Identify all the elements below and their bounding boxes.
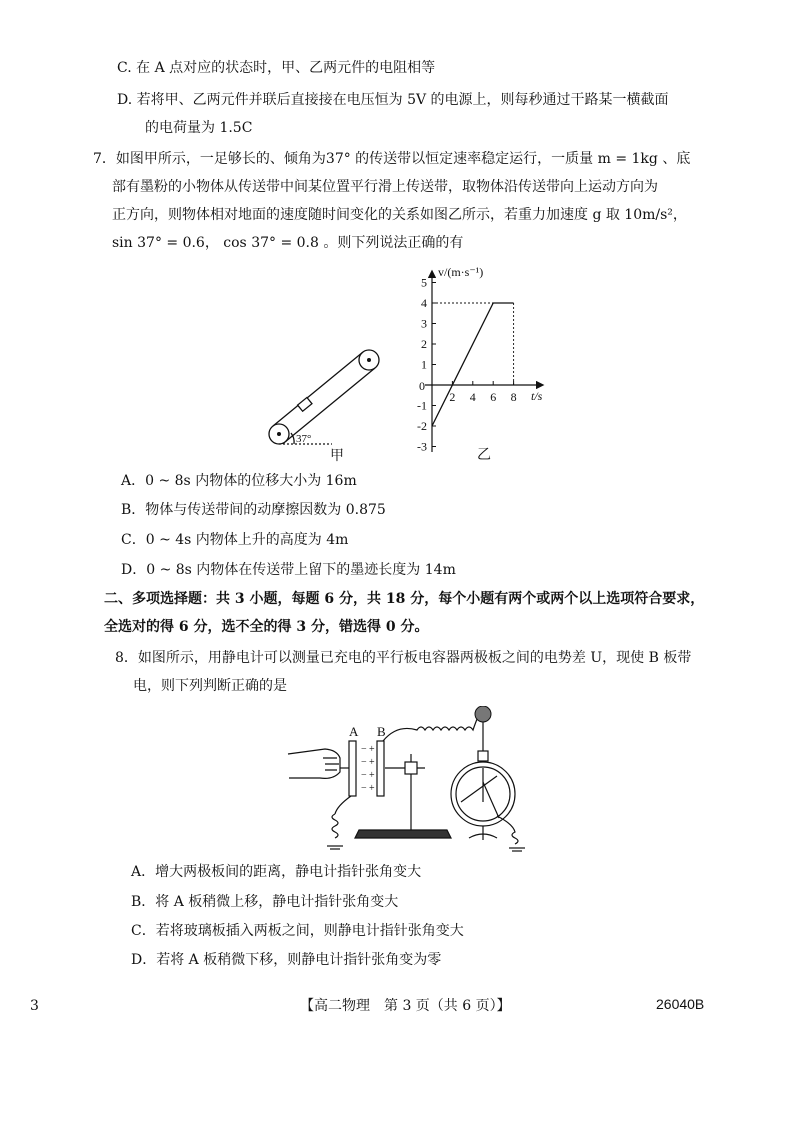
section-2-heading: 二、多项选择题：共 3 小题，每题 6 分，共 18 分，每个小题有两个或两个以上选项符合要求， [104, 591, 705, 607]
svg-text:−: − [361, 783, 367, 794]
svg-text:+: + [369, 783, 375, 794]
y-tick-label: 5 [421, 275, 427, 290]
figure-jia-label: 甲 [330, 449, 344, 464]
footer-page-info: 【高二物理 第 3 页（共 6 页）】 [300, 998, 511, 1014]
capacitor-electroscope-figure [285, 706, 547, 858]
section-2-heading-cont: 全选对的得 6 分，选不全的得 3 分，错选得 0 分。 [104, 619, 429, 635]
x-axis-label: t/s [531, 389, 543, 403]
q7-stem-line-3: 正方向，则物体相对地面的速度随时间变化的关系如图乙所示，若重力加速度 g 取 10m/s²， [112, 207, 687, 223]
figure-yi-label: 乙 [477, 448, 491, 462]
q7-stem-line-2: 部有墨粉的小物体从传送带中间某位置平行滑上传送带，取物体沿传送带向上运动方向为 [112, 179, 658, 195]
q8-stem-line-1: 8．如图所示，用静电计可以测量已充电的平行板电容器两极板之间的电势差 U，现使 B 板带 [115, 650, 692, 666]
q6-option-c: C. 在 A 点对应的状态时，甲、乙两元件的电阻相等 [117, 60, 436, 76]
x-tick-label: 8 [510, 390, 517, 404]
footer-left-mark: 3 [30, 998, 39, 1014]
incline-angle-label: 37° [296, 433, 312, 445]
y-tick-label: -2 [417, 419, 427, 433]
q8-option-c: C．若将玻璃板插入两板之间，则静电计指针张角变大 [131, 923, 464, 939]
velocity-series-line [432, 303, 514, 426]
velocity-time-chart [405, 262, 555, 462]
svg-text:−: − [361, 744, 367, 755]
x-tick-label: 4 [469, 390, 476, 404]
footer-code: 26040B [656, 996, 705, 1012]
svg-text:−: − [361, 757, 367, 768]
q7-option-a: A．0 ~ 8s 内物体的位移大小为 16m [121, 473, 357, 489]
y-tick-label: 3 [421, 316, 427, 331]
y-tick-label: 4 [421, 296, 427, 310]
svg-text:+: + [369, 744, 375, 755]
y-axis-label: v/(m·s⁻¹) [438, 265, 484, 279]
q8-stem-line-2: 电，则下列判断正确的是 [133, 678, 287, 694]
q7-option-b: B．物体与传送带间的动摩擦因数为 0.875 [121, 502, 386, 518]
q7-option-c: C．0 ~ 4s 内物体上升的高度为 4m [121, 532, 349, 548]
y-tick-label: 2 [421, 337, 427, 351]
y-tick-label: -1 [417, 398, 427, 413]
plate-a-label: A [349, 724, 359, 739]
plate-b-label: B [377, 724, 386, 739]
q8-option-a: A．增大两极板间的距离，静电计指针张角变大 [131, 864, 422, 880]
q6-option-d-cont: 的电荷量为 1.5C [145, 120, 253, 136]
x-tick-label: 2 [449, 390, 456, 404]
conveyor-belt-figure [262, 342, 392, 467]
svg-text:+: + [369, 757, 375, 768]
q7-option-d: D．0 ~ 8s 内物体在传送带上留下的墨迹长度为 14m [121, 562, 456, 578]
q7-stem-line-4: sin 37° = 0.6， cos 37° = 0.8 。则下列说法正确的有 [112, 235, 464, 251]
y-tick-label: -3 [417, 439, 427, 454]
q6-option-d: D. 若将甲、乙两元件并联后直接接在电压恒为 5V 的电源上，则每秒通过干路某一横截面 [117, 92, 669, 108]
q8-option-d: D．若将 A 板稍微下移，则静电计指针张角变为零 [131, 952, 442, 968]
origin-label: 0 [419, 379, 425, 393]
svg-text:−: − [361, 770, 367, 781]
q8-option-b: B．将 A 板稍微上移，静电计指针张角变大 [131, 894, 399, 910]
x-tick-label: 6 [490, 390, 497, 404]
q7-stem-line-1: 7．如图甲所示，一足够长的、倾角为37° 的传送带以恒定速率稳定运行，一质量 m = 1kg 、底 [93, 151, 691, 167]
y-tick-label: 1 [421, 357, 427, 372]
svg-text:+: + [369, 770, 375, 781]
